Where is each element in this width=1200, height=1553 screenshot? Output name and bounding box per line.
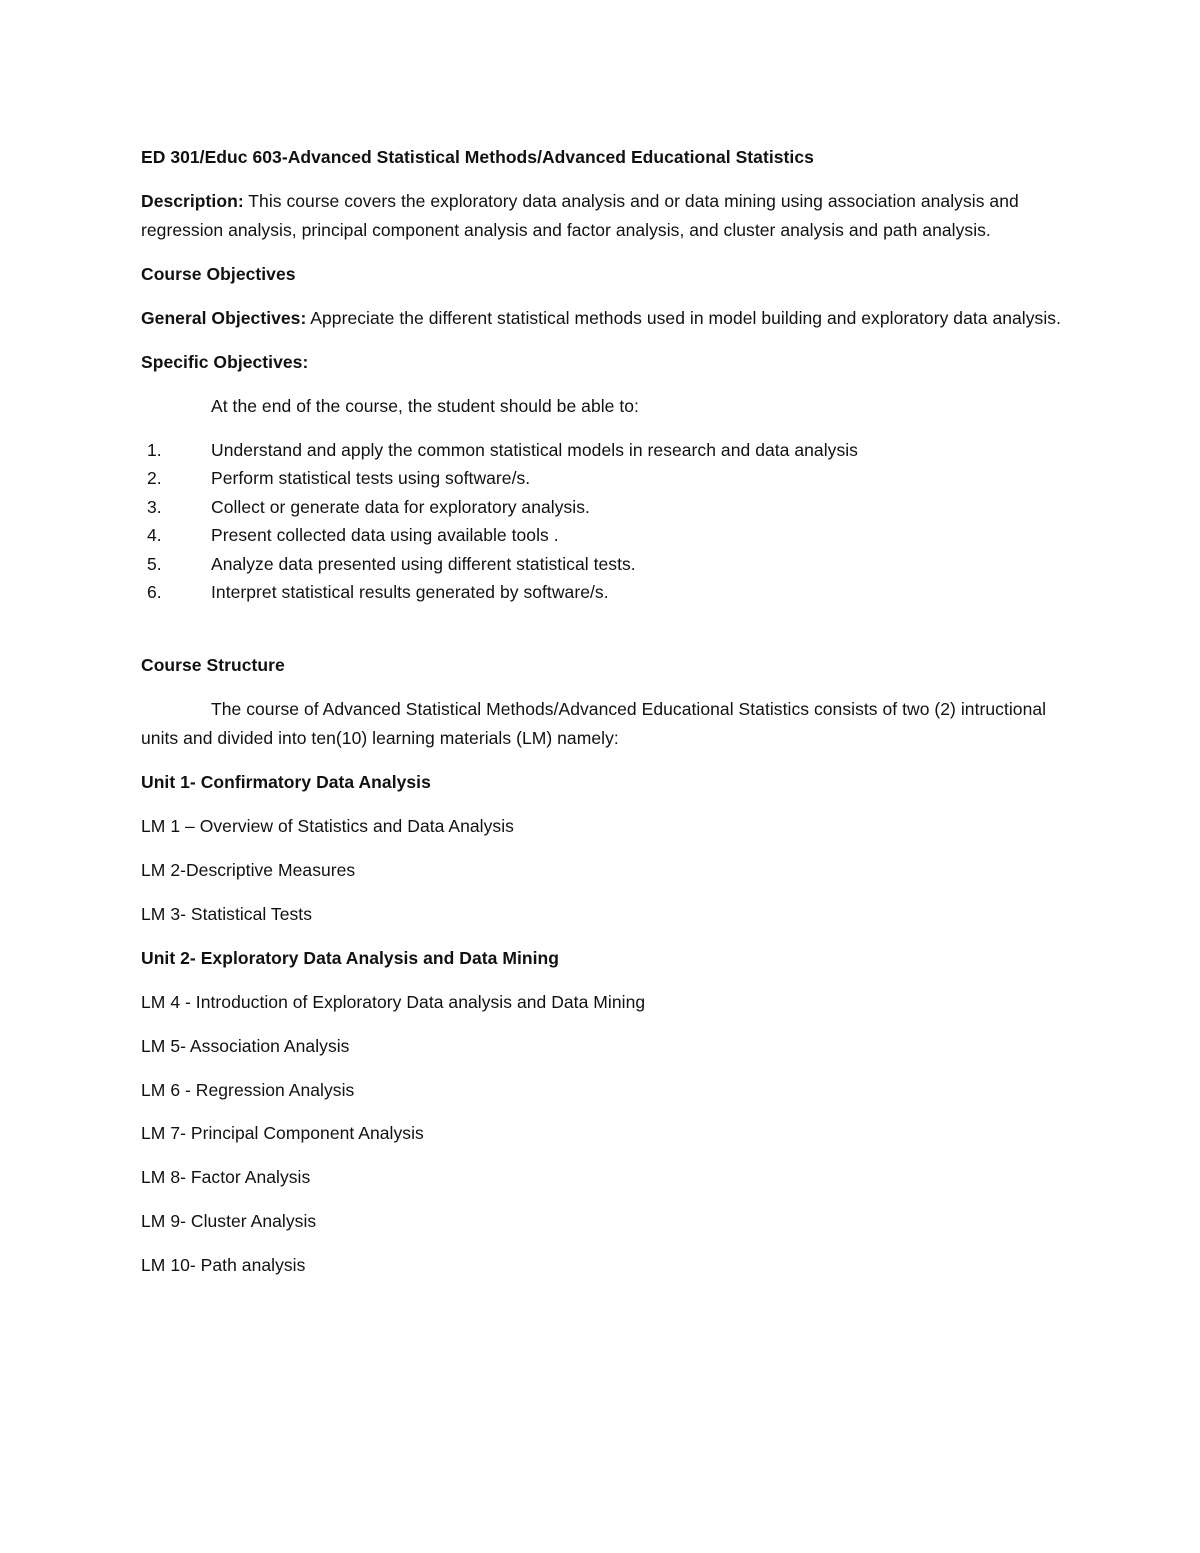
list-item bbox=[141, 578, 1071, 607]
unit-2-lm-list bbox=[141, 988, 1071, 1281]
list-item-number: 1. bbox=[147, 439, 162, 460]
description-label: Description: bbox=[141, 190, 244, 211]
lm-item: LM 9- Cluster Analysis bbox=[141, 1211, 317, 1232]
document-body bbox=[141, 143, 1071, 1295]
list-item-text: Interpret statistical results generated by software/s. bbox=[211, 582, 609, 603]
list-item-text: Analyze data presented using different statistical tests. bbox=[211, 553, 636, 574]
description-text: This course covers the exploratory data analysis and or data mining using association analysis and regression analysis, principal component analysis and factor analysis, and cluster analysis and path analysis. bbox=[141, 190, 1019, 240]
list-item-text: Understand and apply the common statistical models in research and data analysis bbox=[211, 439, 858, 460]
specific-objectives-intro: At the end of the course, the student should be able to: bbox=[211, 395, 639, 416]
list-item-text: Present collected data using available tools . bbox=[211, 525, 559, 546]
blank-line bbox=[141, 622, 1071, 651]
list-item-number: 2. bbox=[147, 468, 162, 489]
general-objectives-label: General Objectives: bbox=[141, 307, 307, 328]
general-objectives-text: Appreciate the different statistical methods used in model building and exploratory data analysis. bbox=[306, 307, 1061, 328]
unit-1-heading: Unit 1- Confirmatory Data Analysis bbox=[141, 771, 431, 792]
list-item-number: 3. bbox=[147, 496, 162, 517]
specific-objectives-list bbox=[141, 436, 1071, 608]
course-structure-paragraph bbox=[141, 695, 1071, 752]
list-item bbox=[141, 493, 1071, 522]
list-item bbox=[141, 436, 1071, 465]
course-structure-heading: Course Structure bbox=[141, 655, 285, 676]
lm-item: LM 6 - Regression Analysis bbox=[141, 1079, 355, 1100]
document-title: ED 301/Educ 603-Advanced Statistical Methods/Advanced Educational Statistics bbox=[141, 147, 814, 167]
lm-item: LM 3- Statistical Tests bbox=[141, 903, 313, 924]
list-item-number: 6. bbox=[147, 582, 162, 603]
unit-1-lm-list bbox=[141, 812, 1071, 929]
lm-item: LM 2-Descriptive Measures bbox=[141, 859, 356, 880]
description-paragraph bbox=[141, 187, 1071, 244]
lm-item: LM 1 – Overview of Statistics and Data Analysis bbox=[141, 815, 514, 836]
list-item bbox=[141, 521, 1071, 550]
unit-2-heading: Unit 2- Exploratory Data Analysis and Data Mining bbox=[141, 947, 559, 968]
lm-item: LM 10- Path analysis bbox=[141, 1255, 306, 1276]
course-objectives-heading: Course Objectives bbox=[141, 263, 296, 284]
list-item bbox=[141, 464, 1071, 493]
lm-item: LM 8- Factor Analysis bbox=[141, 1167, 311, 1188]
lm-item: LM 7- Principal Component Analysis bbox=[141, 1123, 424, 1144]
list-item-number: 4. bbox=[147, 525, 162, 546]
general-objectives-paragraph bbox=[141, 304, 1071, 333]
list-item-text: Perform statistical tests using software/s. bbox=[211, 468, 531, 489]
course-structure-text: The course of Advanced Statistical Methods/Advanced Educational Statistics consists of two (2) intructional units and divided into ten(10) learning materials (LM) namely: bbox=[141, 699, 1047, 748]
list-item-number: 5. bbox=[147, 553, 162, 574]
list-item-text: Collect or generate data for exploratory analysis. bbox=[211, 496, 590, 517]
specific-objectives-heading: Specific Objectives: bbox=[141, 351, 309, 372]
lm-item: LM 5- Association Analysis bbox=[141, 1035, 350, 1056]
lm-item: LM 4 - Introduction of Exploratory Data analysis and Data Mining bbox=[141, 991, 646, 1012]
list-item bbox=[141, 550, 1071, 579]
